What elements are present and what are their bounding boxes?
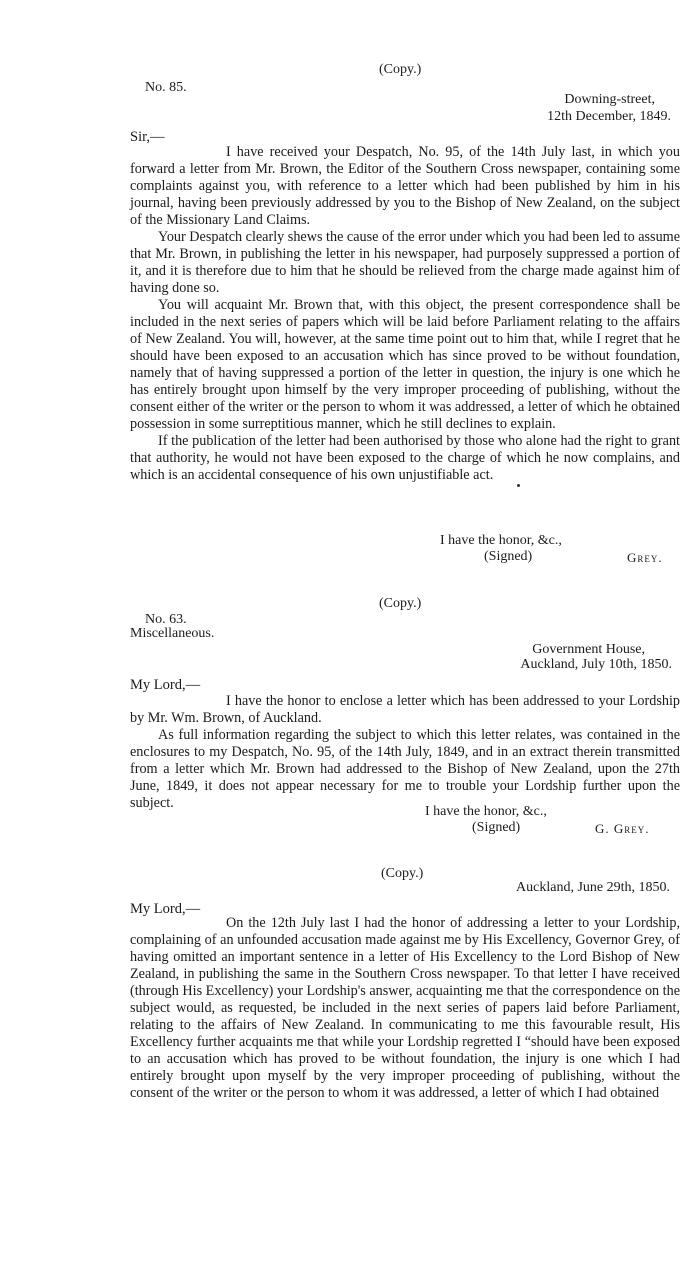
salutation: My Lord,— (130, 901, 201, 917)
sender-address: Downing-street, (564, 92, 655, 107)
paragraph: Your Despatch clearly shews the cause of the error under which you had been led to assume that Mr. Brown, in publishing the letter in his newspaper, had purposely suppressed a portion of it, and it is therefore due to him that he should be relieved from the charge made against him of having done so. (130, 229, 680, 296)
salutation: My Lord,— (130, 677, 201, 693)
closing: I have the honor, &c., (440, 533, 562, 548)
paragraph: On the 12th July last I had the honor of addressing a letter to your Lordship, complaining of an unfounded accusation made against me by His Excellency, Governor Grey, of having omitted an important sentence in a letter of His Excellency to the Lord Bishop of New Zealand, in publishing the same in the Southern Cross newspaper. To that letter I have received (through His Excellency) your Lordship's answer, acquainting me that the correspondence on the subject would, as requested, be included in the next series of papers laid before Parliament, relating to the affairs of New Zealand. In communicating to me this favourable result, His Excellency further acquaints me that while your Lordship regretted I “should have been exposed to an accusation which has proved to be without foundation, the injury is one which I had entirely brought upon myself by the very improper proceeding of publishing, without the consent of the writer or the person to whom it was addressed, a letter of which I had obtained (130, 915, 681, 1101)
signed-label: (Signed) (472, 820, 521, 835)
signature: Grey. (627, 550, 663, 565)
despatch-number: No. 85. (145, 80, 187, 95)
sender-address: Government House, (532, 642, 645, 657)
paragraph: I have received your Despatch, No. 95, of the 14th July last, in which you forward a letter from Mr. Brown, the Editor of the Southern Cross newspaper, containing some complaints against you, with reference to a letter which had been published by him in his journal, having been previously addressed by you to the Bishop of New Zealand, on the subject of the Missionary Land Claims. (130, 144, 680, 228)
paragraph: You will acquaint Mr. Brown that, with this object, the present correspondence shall be included in the next series of papers which will be laid before Parliament relating to the affairs of New Zealand. You will, however, at the same time point out to him that, while I regret that he should have been exposed to an accusation which has since proved to be without foundation, namely that of having suppressed a portion of the letter in question, the injury is one which he has entirely brought upon himself by the very improper proceeding of publishing, without the consent either of the writer or the person to whom it was addressed, a letter of which he obtained possession in some surreptitious manner, which he still declines to explain. (130, 297, 680, 432)
letter-date: Auckland, July 10th, 1850. (520, 657, 672, 672)
signed-label: (Signed) (484, 549, 533, 564)
copy-heading: (Copy.) (379, 596, 422, 611)
copy-heading: (Copy.) (381, 866, 424, 881)
closing: I have the honor, &c., (425, 804, 547, 819)
signature: G. Grey. (595, 821, 650, 836)
category-label: Miscellaneous. (130, 626, 215, 641)
ink-speck (517, 484, 520, 487)
letter-body (130, 144, 680, 484)
letter-body (130, 693, 680, 812)
paragraph: As full information regarding the subject to which this letter relates, was contained in the enclosures to my Despatch, No. 95, of the 14th July, 1849, and in an extract therein transmitted from a letter which Mr. Brown had addressed to the Bishop of New Zealand, upon the 27th June, 1849, it does not appear necessary for me to trouble your Lordship further upon the subject. (130, 727, 680, 811)
copy-heading: (Copy.) (379, 62, 422, 77)
letter-date: 12th December, 1849. (547, 109, 671, 124)
letter-date: Auckland, June 29th, 1850. (516, 880, 670, 895)
paragraph: If the publication of the letter had been authorised by those who alone had the right to grant that authority, he would not have been exposed to the charge of which he now complains, and which is an accidental consequence of his own unjustifiable act. (130, 433, 680, 483)
paragraph: I have the honor to enclose a letter which has been addressed to your Lordship by Mr. Wm. Brown, of Auckland. (130, 693, 680, 726)
salutation: Sir,— (130, 129, 165, 145)
despatch-number: No. 63. (145, 612, 187, 627)
letter-body (130, 915, 680, 1102)
